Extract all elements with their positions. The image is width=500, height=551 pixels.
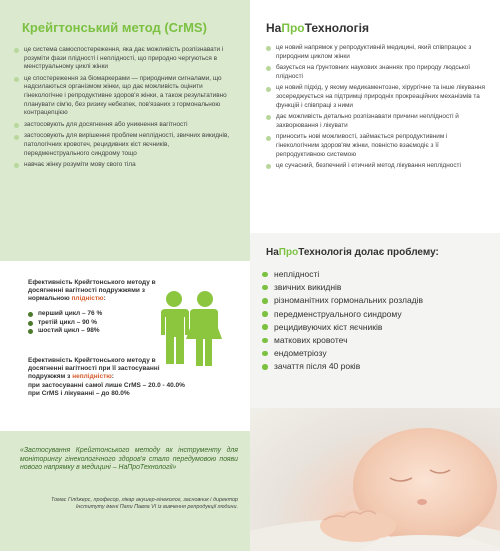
problem-item: маткових кровотеч xyxy=(262,334,482,347)
effectiveness-normal-heading: Ефективність Крейгтонського методу в досягненні вагітності подружжями з нормальною плідністю: xyxy=(28,279,156,303)
naprotechnology-bullet: приносить нові можливості, займається репродуктивним і гінекологічним здоров'ям жінки, повністю взаємодіє з її репродуктивною системою xyxy=(266,133,488,159)
sleeping-baby-image xyxy=(250,408,500,551)
cycle-stat-item: перший цикл – 76 % xyxy=(28,310,102,319)
problem-item: передменструального синдрому xyxy=(262,308,482,321)
quote-signature: Томас Гілджерс, професор, лікар акушер-гінеколог, засновник і директор Інституту імені Папи Павла VI із вивчення репродукції людини. xyxy=(50,497,238,510)
crms-bullet: навчає жінку розуміти мову свого тіла xyxy=(14,161,236,170)
naprotechnology-title: НаПроТехнологія xyxy=(266,21,369,35)
crms-bullet-list xyxy=(14,46,236,173)
crms-bullet: це спостереження за біомаркерами — природними сигналами, що надсилаються організмом жінки, що дає можливість оцінити гінекологічне і репродуктивне здоров'я жінки, а також результативно планувати сім'ю, без ризику небезпек, пов'язаних з гормональною контрацепцією xyxy=(14,75,236,118)
right-column xyxy=(250,0,500,551)
naprotechnology-bullet: базується на ґрунтовних наукових знаннях про природу людської плідності xyxy=(266,64,488,81)
problems-list xyxy=(262,268,482,374)
problem-item: різноманітних гормональних розладів xyxy=(262,294,482,307)
quote-text: «Застосування Крейгтонського методу як інструменту для моніторингу гінекологічного здоров'я стало передумовою появи нового напрямку в медицині – НаПроТехнології» xyxy=(20,447,238,472)
couple-icon xyxy=(150,290,230,366)
baby-photo xyxy=(250,408,500,551)
problem-item: неплідності xyxy=(262,268,482,281)
effectiveness-infertility-block: Ефективність Крейгтонського методу в досягненні вагітності при її застосуванні подружжям з неплідністю: при застосуванні самої лише CrMS – 20.0 - 40.0% при CrMS і лікуванні – до 80.0% xyxy=(28,357,185,397)
naprotechnology-bullet: дає можливість детально розпізнавати причини неплідності й захворювання і лікувати xyxy=(266,113,488,130)
cycle-stat-item: третій цикл – 90 % xyxy=(28,319,102,328)
problems-heading: НаПроТехнологія долає проблему: xyxy=(266,247,439,258)
crms-bullet: це система самоспостереження, яка дає можливість розпізнавати і розуміти фази плідності і неплідності, що природно чергуються в менструальному циклі жінки xyxy=(14,46,236,72)
problem-item: ендометріозу xyxy=(262,347,482,360)
crms-only-rate: при застосуванні самої лише CrMS – 20.0 - 40.0% xyxy=(28,381,185,389)
crms-title: Крейгтонський метод (CrMS) xyxy=(22,20,207,35)
problem-item: звичних викиднів xyxy=(262,281,482,294)
naprotechnology-bullet-list xyxy=(266,44,488,174)
problem-item: рецидивуючих кіст яєчників xyxy=(262,321,482,334)
cycle-stats-list xyxy=(28,310,102,336)
crms-bullet: застосовують для досягнення або уникнення вагітності xyxy=(14,121,236,130)
naprotechnology-bullet: це новий напрямок у репродуктивній медицині, який співпрацює з природним циклом жінки xyxy=(266,44,488,61)
crms-treatment-rate: при CrMS і лікуванні – до 80.0% xyxy=(28,389,130,397)
naprotechnology-bullet: це сучасний, безпечний і етичний метод лікування неплідності xyxy=(266,162,488,171)
cycle-stat-item: шостий цикл – 98% xyxy=(28,327,102,336)
naprotechnology-bullet: це новий підхід, у якому медикаментозне, хірургічне та інше лікування зосереджується на підтримці природніх прокреаційних механізмів та функцій і співпраці з ними xyxy=(266,84,488,110)
problem-item: зачаття після 40 років xyxy=(262,360,482,373)
crms-bullet: застосовують для вирішення проблем неплідності, звичних викиднів, патологічних кровотеч, рецидивних кіст яєчників, передменструального синдрому тощо xyxy=(14,132,236,158)
